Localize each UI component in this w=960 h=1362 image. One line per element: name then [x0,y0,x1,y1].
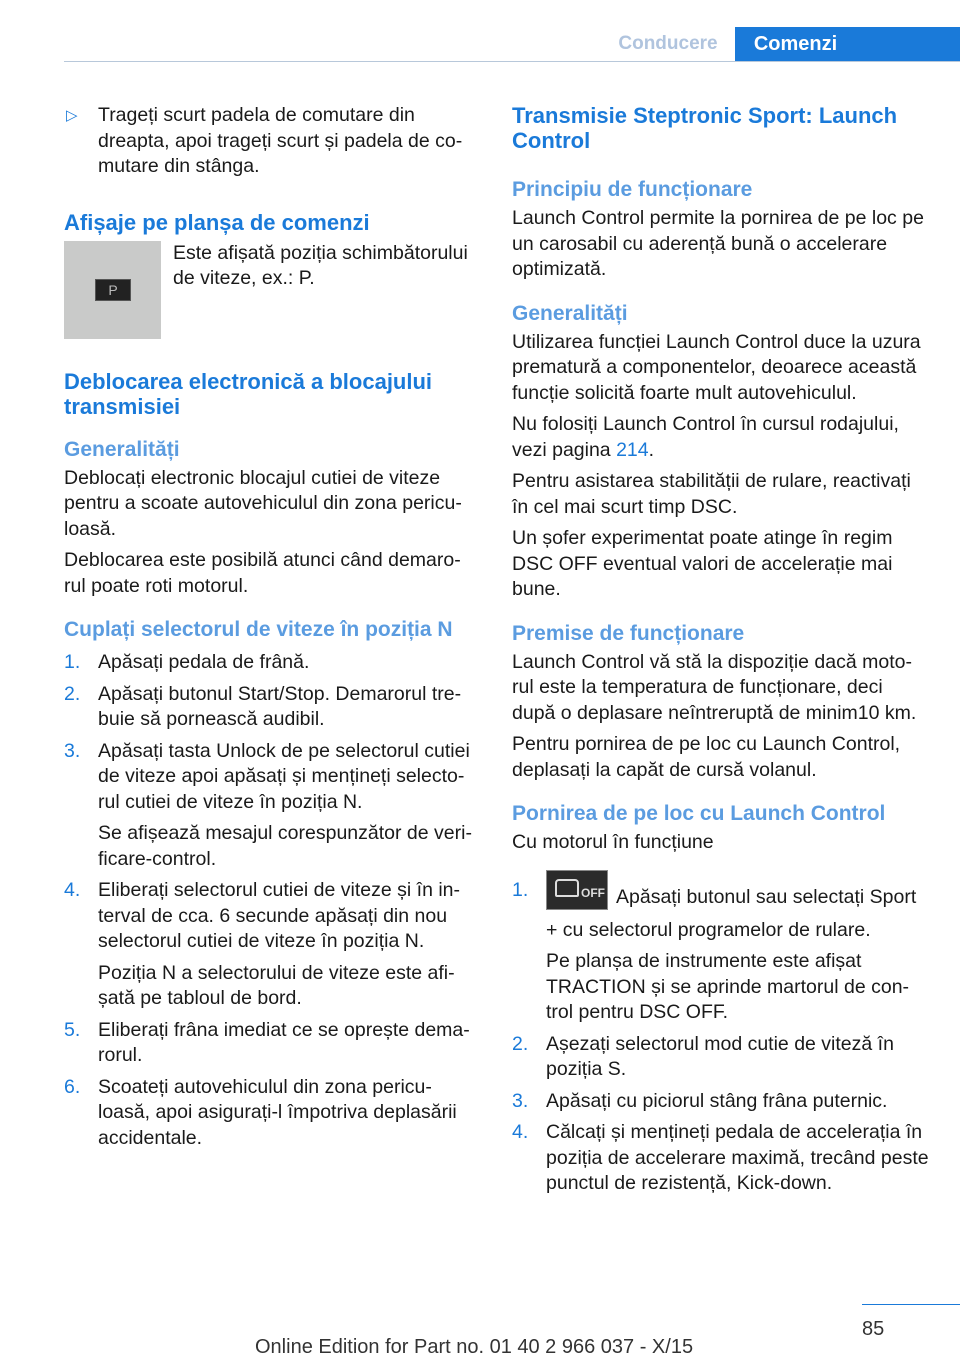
list-item [512,1032,930,1083]
gen-left-p1: Deblocați electronic blocajul cutiei de viteze pentru a scoate autovehiculul din zona pericu‐loasă. [64,466,462,540]
heading-generalitati-left: Generalități [64,437,180,461]
step-text: Apăsați cu piciorul stâng frâna puternic. [546,1089,888,1112]
list-item [64,1018,482,1069]
step-number: 4. [512,1121,529,1143]
step-text: Apăsați butonul Start/Stop. Demarorul tre‐buie să pornească audibil. [98,682,462,730]
step-text: Călcați și mențineți pedala de accelerația în poziția de accelerare maximă, trecând peste punctul de rezistență, Kick-down. [546,1121,929,1194]
left-column [64,103,482,1157]
premise-p2: Pentru pornirea de pe loc cu Launch Control, deplasați la capăt de cursă volanul. [512,733,901,781]
step-text: Scoateți autovehiculul din zona pericu‐loasă, apoi asigurați-l împotriva deplasării accidentale. [98,1075,457,1149]
step-text [546,878,930,944]
gen-right-p4: Un șofer experimentat poate atinge în regim DSC OFF eventual valori de accelerație mai bune. [512,527,893,600]
principiu-text: Launch Control permite la pornirea de pe loc pe un carosabil cu aderență bună o accelerare optimizată. [512,207,924,280]
list-item [64,1075,482,1152]
step-number: 3. [64,739,81,762]
page-number: 85 [862,1318,885,1340]
step-number: 3. [512,1089,529,1112]
gear-p-indicator: P [95,279,131,301]
bullet-item [64,103,482,180]
page-link-214[interactable]: 214 [616,438,649,461]
step-number: 2. [512,1032,529,1055]
list-item [512,1089,930,1115]
step-subtext: Se afișează mesajul corespunzător de veri‐ficare-control. [98,822,472,870]
dsc-off-icon [546,870,608,910]
tab-conducere[interactable]: Conducere [618,33,718,54]
gen-right-p1: Utilizarea funcției Launch Control duce la uzura prematură a componentelor, deoarece această funcție solicită foarte mult autovehiculul. [512,330,921,404]
heading-transmisie: Transmisie Steptronic Sport: Launch Control [512,103,898,153]
tab-comenzi-label: Comenzi [753,33,838,55]
step-number: 4. [64,879,81,901]
list-item [64,682,482,733]
triangle-bullet-icon: ▷ [66,107,78,124]
heading-deblocarea: Deblocarea electronică a blocajului transmisiei [64,368,433,419]
footer-divider [862,1304,960,1305]
right-steps-list [512,878,930,1197]
heading-cuplati: Cuplați selectorul de viteze în poziția N [64,618,453,641]
step-number: 5. [64,1018,81,1041]
premise-p1: Launch Control vă stă la dispoziție dacă moto‐rul este la temperatura de funcționare, deci după o deplasare neîntreruptă de minim10 km. [512,650,917,724]
list-item [64,739,482,873]
gear-position-display-image [64,241,161,339]
tab-comenzi[interactable] [735,27,960,61]
step-text: Apăsați pedala de frână. [98,651,310,673]
step-subtext: Pe planșa de instrumente este afișat TRACTION și se aprinde martorul de con‐trol pentru DSC OFF. [546,950,910,1023]
list-item [512,878,930,1026]
step-number: 2. [64,682,81,705]
car-skid-icon [555,879,579,897]
header-tabs [0,27,960,61]
step-subtext: Poziția N a selectorului de viteze este afi‐șată pe tabloul de bord. [98,961,455,1009]
bullet-text: Trageți scurt padela de comutare din dreapta, apoi trageți scurt și padela de co‐mutare din stânga. [98,104,463,177]
afisaje-text: Este afișată poziția schimbătorului de viteze, ex.: P. [173,241,468,289]
heading-premise: Premise de funcționare [512,621,745,645]
dsc-off-label: OFF [581,885,605,900]
step-number: 6. [64,1075,81,1098]
heading-generalitati-right: Generalități [512,301,628,325]
gen-left-p2: Deblocarea este posibilă atunci când demaro‐rul poate roti motorul. [64,549,461,597]
heading-afisaje: Afișaje pe planșa de comenzi [64,209,370,235]
left-steps-list [64,650,482,1151]
header-divider [64,61,960,62]
step-number: 1. [64,651,81,673]
list-item [512,1120,930,1197]
step-text: Eliberați frâna imediat ce se oprește dema‐rorul. [98,1018,470,1066]
step-text: Așezați selectorul mod cutie de viteză în poziția S. [546,1032,894,1080]
gen-right-p2-text: Nu folosiți Launch Control în cursul rodajului, vezi pagina [512,413,899,461]
step-number: 1. [512,878,529,901]
gen-right-p3: Pentru asistarea stabilității de rulare, reactivați în cel mai scurt timp DSC. [512,470,911,518]
edition-footer: Online Edition for Part no. 01 40 2 966 037 - X/15 [255,1336,694,1358]
step-text: Apăsați tasta Unlock de pe selectorul cutiei de viteze apoi apăsați și mențineți selecto‐rul cutiei de viteze în poziția N. [98,739,470,813]
heading-principiu: Principiu de funcționare [512,178,753,201]
right-column [512,103,930,1203]
gen-right-p2-end: . [648,438,655,461]
step-text: Eliberați selectorul cutiei de viteze și în in‐terval de cca. 6 secunde apăsați din nou selectorul cutiei de viteze în poziția N. [98,879,460,952]
step-text-content: Apăsați butonul sau selectați Sport + cu selectorul programelor de rulare. [546,885,917,941]
heading-pornirea: Pornirea de pe loc cu Launch Control [512,802,886,825]
pornirea-intro: Cu motorul în funcțiune [512,831,714,853]
list-item [64,650,482,676]
afisaje-figure-row [64,241,482,339]
list-item [64,878,482,1012]
gen-right-p2 [512,412,930,463]
